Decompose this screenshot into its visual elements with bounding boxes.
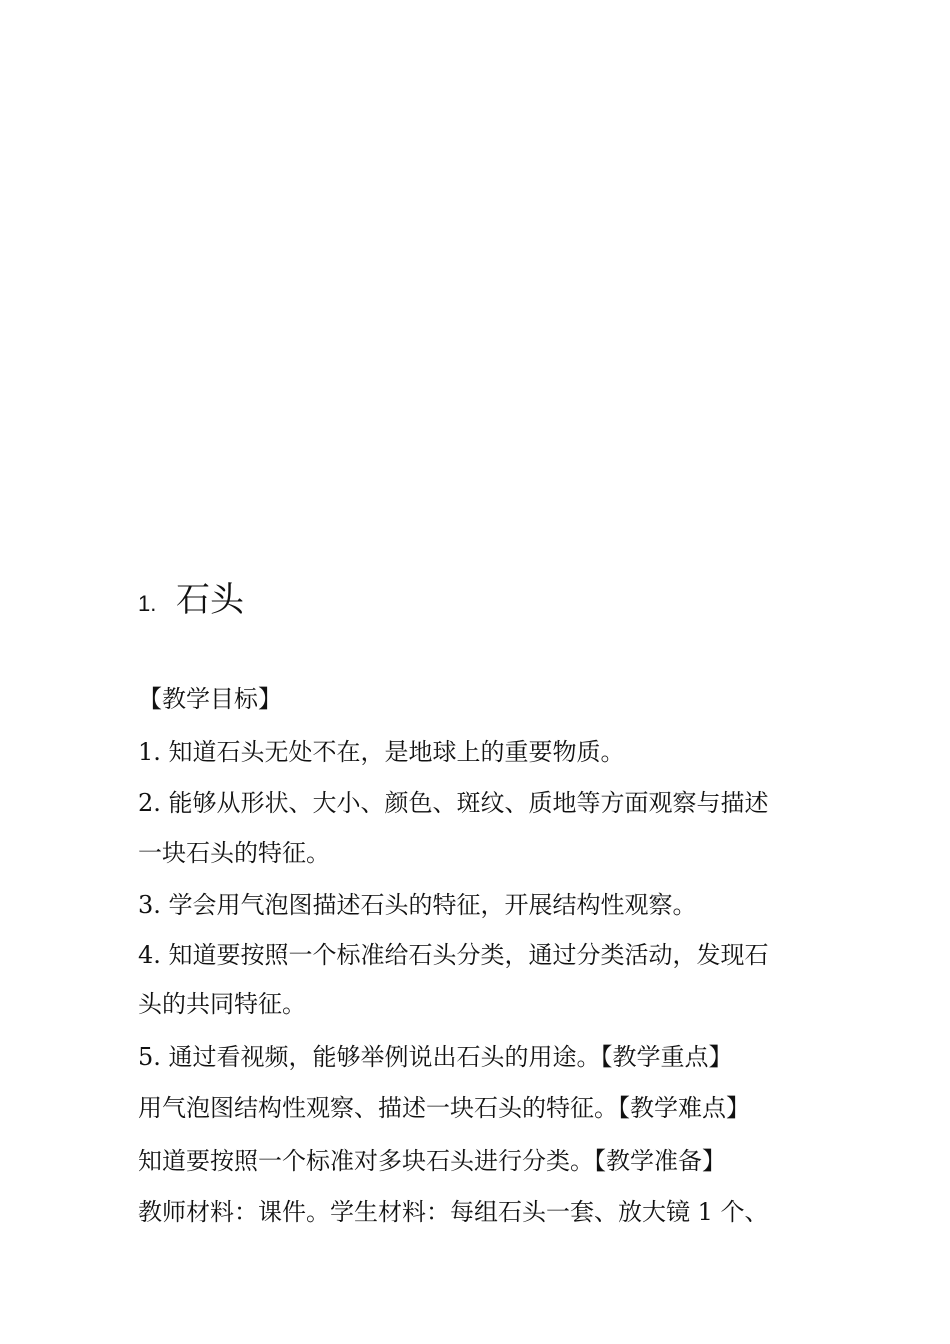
preparation-materials: 教师材料：课件。学生材料：每组石头一套、放大镜 1 个、: [138, 1198, 769, 1226]
objective-5-and-key-points: 5. 通过看视频，能够举例说出石头的用途。【教学重点】: [138, 1043, 733, 1071]
objective-4-line-2: 头的共同特征。: [138, 990, 306, 1018]
section-label-objectives: 【教学目标】: [138, 685, 282, 713]
heading-number: 1.: [138, 591, 157, 616]
objective-3: 3. 学会用气泡图描述石头的特征，开展结构性观察。: [138, 891, 697, 919]
objective-4-line-1: 4. 知道要按照一个标准给石头分类，通过分类活动，发现石: [138, 941, 769, 969]
lesson-heading: [138, 572, 244, 621]
difficulties-and-preparation: 知道要按照一个标准对多块石头进行分类。【教学准备】: [138, 1147, 726, 1175]
objective-2-line-2: 一块石头的特征。: [138, 839, 330, 867]
objective-1: 1. 知道石头无处不在，是地球上的重要物质。: [138, 738, 625, 766]
heading-title: 石头: [176, 580, 244, 620]
key-points-and-difficulties: 用气泡图结构性观察、描述一块石头的特征。【教学难点】: [138, 1094, 750, 1122]
objective-2-line-1: 2. 能够从形状、大小、颜色、斑纹、质地等方面观察与描述: [138, 789, 769, 817]
